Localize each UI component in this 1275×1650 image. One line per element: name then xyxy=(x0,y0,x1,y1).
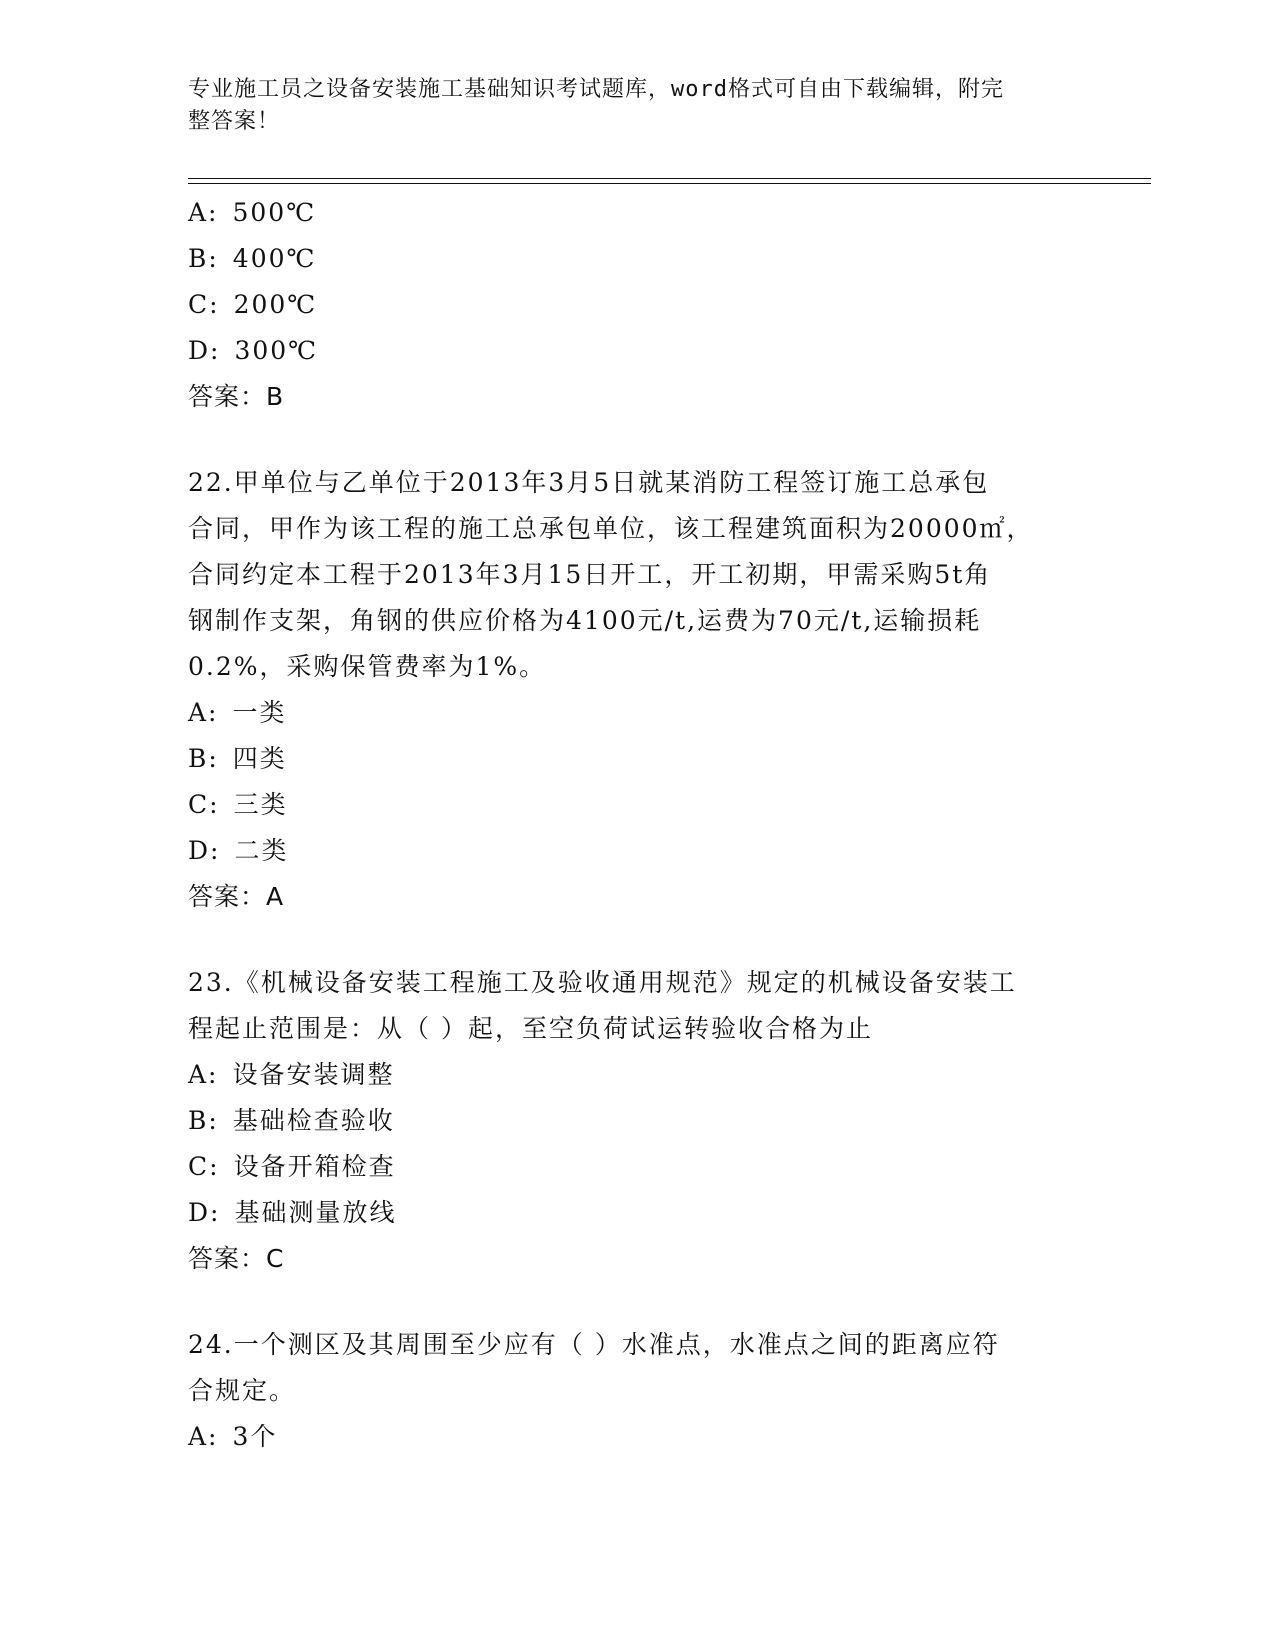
question-text-line: 23.《机械设备安装工程施工及验收通用规范》规定的机械设备安装工 xyxy=(188,968,1017,997)
option-c xyxy=(188,282,1088,328)
option-text: 二类 xyxy=(234,836,289,865)
option-letter: A: xyxy=(188,698,219,727)
option-letter: C: xyxy=(188,1152,220,1181)
header-rule-bottom xyxy=(188,183,1151,184)
option-a xyxy=(188,190,1088,236)
option-letter: D: xyxy=(188,836,221,865)
option-text: 500℃ xyxy=(232,198,317,227)
header-line-2: 整答案！ xyxy=(188,109,281,134)
option-b xyxy=(188,1098,1088,1144)
header-rule-top xyxy=(188,178,1151,179)
option-letter: D: xyxy=(188,336,221,365)
option-text: 一类 xyxy=(232,698,287,727)
answer-line: 答案：C xyxy=(188,1244,285,1273)
question-text-line: 合同，甲作为该工程的施工总承包单位，该工程建筑面积为20000㎡， xyxy=(188,514,1034,543)
option-a xyxy=(188,1414,1088,1460)
question-text-line: 合规定。 xyxy=(188,1376,297,1405)
question-23 xyxy=(188,960,1088,1282)
option-letter: A: xyxy=(188,1060,219,1089)
option-text: 设备开箱检查 xyxy=(233,1152,396,1181)
option-letter: C: xyxy=(188,790,220,819)
option-c xyxy=(188,782,1088,828)
question-text-line: 0.2%，采购保管费率为1%。 xyxy=(188,652,547,681)
header-line-1: 专业施工员之设备安装施工基础知识考试题库，word格式可自由下载编辑，附完 xyxy=(188,77,1004,102)
option-text: 设备安装调整 xyxy=(232,1060,395,1089)
option-d xyxy=(188,328,1088,374)
answer-line: 答案：A xyxy=(188,882,285,911)
option-b xyxy=(188,736,1088,782)
option-c xyxy=(188,1144,1088,1190)
option-d xyxy=(188,828,1088,874)
question-text-line: 22.甲单位与乙单位于2013年3月5日就某消防工程签订施工总承包 xyxy=(188,468,990,497)
question-22 xyxy=(188,460,1088,920)
option-letter: B: xyxy=(188,744,219,773)
question-spacer xyxy=(188,1282,1088,1322)
option-text: 200℃ xyxy=(233,290,318,319)
option-letter: A: xyxy=(188,198,219,227)
question-text-line: 24.一个测区及其周围至少应有（ ）水准点，水准点之间的距离应符 xyxy=(188,1330,1000,1359)
question-spacer xyxy=(188,420,1088,460)
document-header xyxy=(188,74,1068,138)
option-b xyxy=(188,236,1088,282)
question-content xyxy=(188,190,1088,1460)
option-letter: D: xyxy=(188,1198,221,1227)
answer-line: 答案：B xyxy=(188,382,285,411)
option-text: 3个 xyxy=(232,1422,278,1451)
option-text: 四类 xyxy=(232,744,287,773)
option-a xyxy=(188,690,1088,736)
question-21 xyxy=(188,190,1088,420)
option-letter: C: xyxy=(188,290,220,319)
question-text-line: 钢制作支架，角钢的供应价格为4100元/t,运费为70元/t,运输损耗 xyxy=(188,606,982,635)
question-24 xyxy=(188,1322,1088,1460)
option-letter: A: xyxy=(188,1422,219,1451)
option-d xyxy=(188,1190,1088,1236)
option-text: 基础检查验收 xyxy=(232,1106,395,1135)
option-text: 300℃ xyxy=(234,336,319,365)
question-text-line: 合同约定本工程于2013年3月15日开工，开工初期，甲需采购5t角 xyxy=(188,560,992,589)
option-text: 基础测量放线 xyxy=(234,1198,397,1227)
option-letter: B: xyxy=(188,244,219,273)
option-text: 400℃ xyxy=(232,244,317,273)
question-spacer xyxy=(188,920,1088,960)
option-text: 三类 xyxy=(233,790,288,819)
option-letter: B: xyxy=(188,1106,219,1135)
question-text-line: 程起止范围是：从（ ）起，至空负荷试运转验收合格为止 xyxy=(188,1014,873,1043)
option-a xyxy=(188,1052,1088,1098)
